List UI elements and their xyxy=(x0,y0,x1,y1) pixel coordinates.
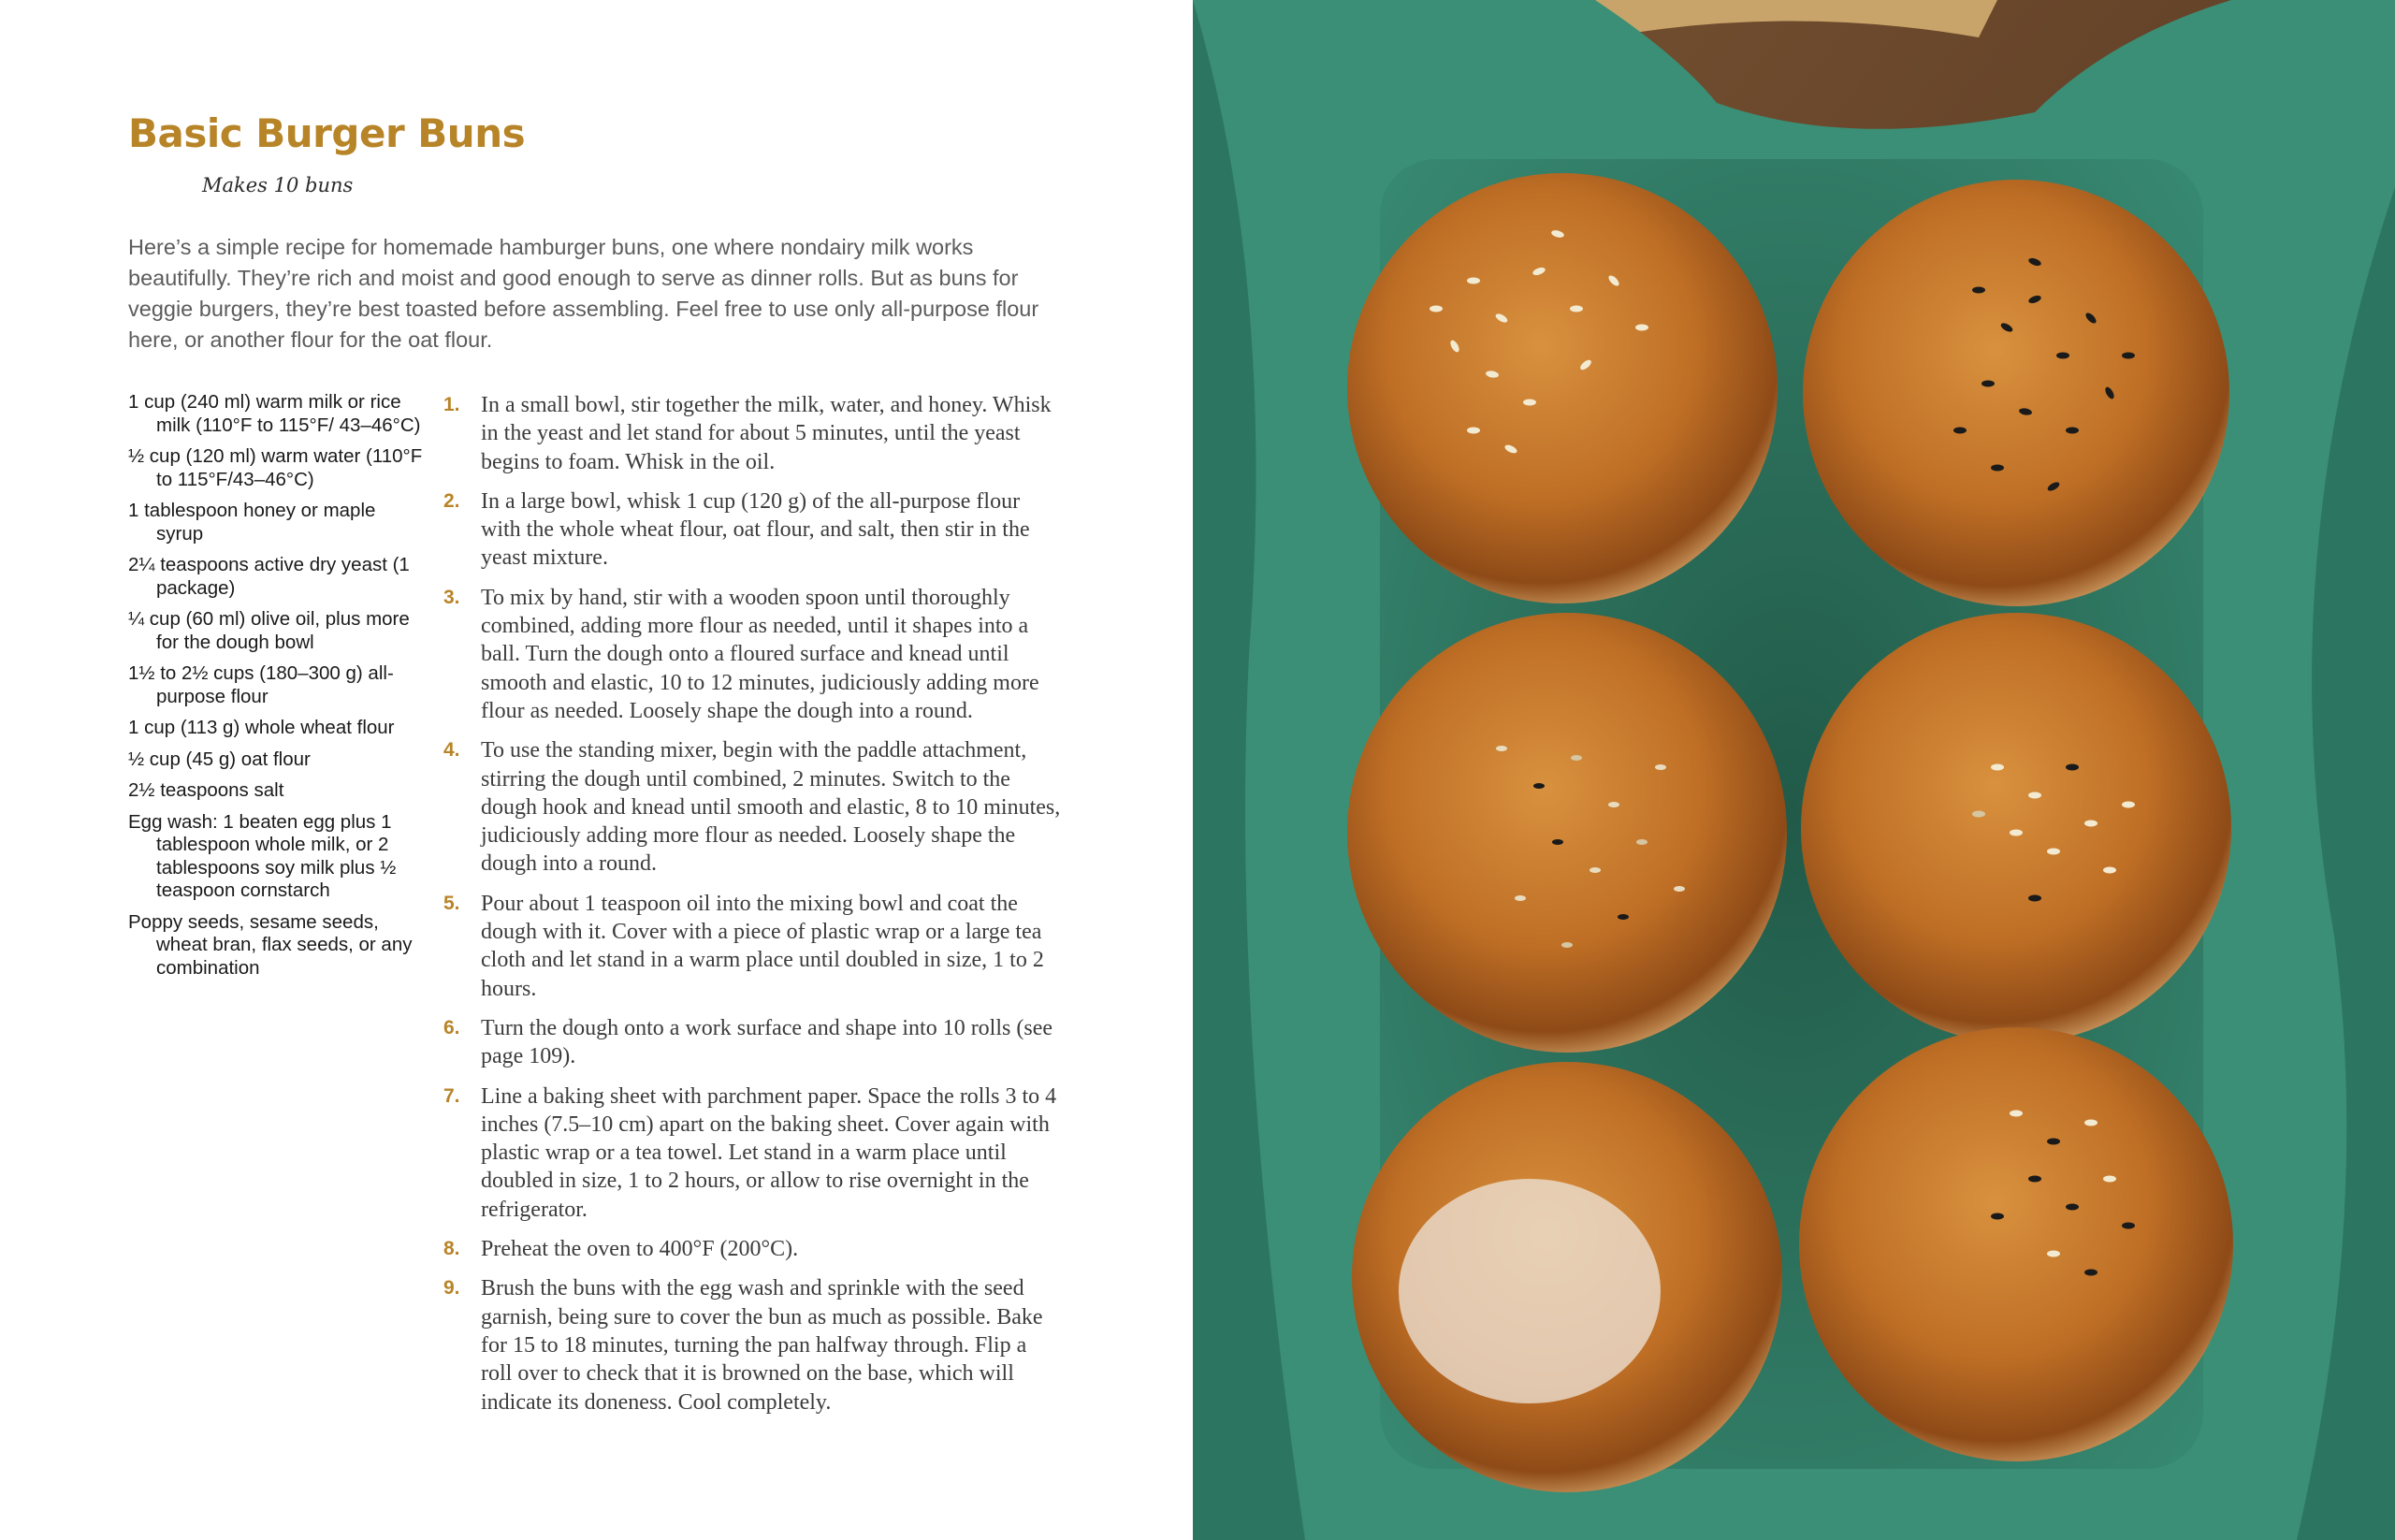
recipe-title: Basic Burger Buns xyxy=(128,110,526,156)
instruction-step xyxy=(443,584,1061,725)
flour-topping xyxy=(1399,1179,1661,1403)
step-number: 7. xyxy=(443,1084,460,1107)
bun-middle-left xyxy=(1347,613,1787,1053)
ingredient-item: ¼ cup (60 ml) olive oil, plus more for the dough bowl xyxy=(128,608,410,653)
ingredient-item: 1 cup (240 ml) warm milk or rice milk (110°F to 115°F/ 43–46°C) xyxy=(128,391,421,436)
step-text: To use the standing mixer, begin with the paddle attachment, stirring the dough until combined, 2 minutes. Switch to the dough hook and knead until smooth and elastic, 8 to 10 minutes, judiciously adding more flour as needed. Loosely shape the dough into a round. xyxy=(481,738,1061,877)
step-text: Brush the buns with the egg wash and sprinkle with the seed garnish, being sure to cover the bun as much as possible. Bake for 15 to 18 minutes, turning the pan halfway through. Flip a roll over to check that it is browned on the base, which will indicate its doneness. Cool completely. xyxy=(481,1276,1043,1415)
step-text: To mix by hand, stir with a wooden spoon until thoroughly combined, adding more flour as needed, until it shapes into a ball. Turn the dough onto a floured surface and knead until smooth and elastic, 10 to 12 minutes, judiciously adding more flour as needed. Loosely shape the dough into a round. xyxy=(481,585,1039,723)
ingredient-list xyxy=(128,391,428,988)
recipe-yield: Makes 10 buns xyxy=(202,174,354,196)
instruction-step xyxy=(443,736,1061,878)
step-text: Preheat the oven to 400°F (200°C). xyxy=(481,1237,799,1262)
ingredient-item: 2½ teaspoons salt xyxy=(128,779,284,801)
burger-buns-in-basket-photo xyxy=(1193,0,2395,1540)
instruction-list xyxy=(443,391,1061,1428)
step-text: In a small bowl, stir together the milk, water, and honey. Whisk in the yeast and let stand for about 5 minutes, until the yeast begins to foam. Whisk in the oil. xyxy=(481,393,1052,474)
ingredient-item: ½ cup (45 g) oat flour xyxy=(128,748,311,770)
recipe-intro: Here’s a simple recipe for homemade hamburger buns, one where nondairy milk works beautifully. They’re rich and moist and good enough to serve as dinner rolls. But as buns for veggie burgers, they’re best toasted before assembling. Feel free to use only all-purpose flour here, or another flour for the oat flour. xyxy=(128,235,1039,352)
ingredient-item: 1 cup (113 g) whole wheat flour xyxy=(128,717,395,738)
step-number: 6. xyxy=(443,1016,460,1039)
recipe-page xyxy=(0,0,1193,1540)
step-number: 1. xyxy=(443,394,460,415)
bun-top-right xyxy=(1803,180,2229,606)
step-number: 9. xyxy=(443,1277,460,1300)
bun-middle-right xyxy=(1801,613,2231,1043)
bun-bottom-left xyxy=(1352,1062,1782,1492)
instruction-step xyxy=(443,391,1061,476)
step-number: 5. xyxy=(443,892,460,914)
bun-top-left xyxy=(1347,173,1778,603)
ingredient-item: 1½ to 2½ cups (180–300 g) all-purpose flour xyxy=(128,662,394,707)
step-number: 3. xyxy=(443,586,460,608)
step-text: Line a baking sheet with parchment paper. Space the rolls 3 to 4 inches (7.5–10 cm) apart on the baking sheet. Cover again with plastic wrap or a tea towel. Let stand in a warm place until doubled in size, 1 to 2 hours, or allow to rise overnight in the refrigerator. xyxy=(481,1083,1057,1222)
bun-bottom-right xyxy=(1799,1027,2233,1461)
ingredient-item: 1 tablespoon honey or maple syrup xyxy=(128,500,376,545)
instruction-step xyxy=(443,1014,1061,1071)
step-text: Pour about 1 teaspoon oil into the mixing bowl and coat the dough with it. Cover with a piece of plastic wrap or a large tea cloth and let stand in a warm place until doubled in size, 1 to 2 hours. xyxy=(481,891,1044,1001)
instruction-step xyxy=(443,487,1061,573)
step-number: 2. xyxy=(443,489,460,512)
ingredient-item: ½ cup (120 ml) warm water (110°F to 115°F/43–46°C) xyxy=(128,445,423,490)
instruction-step xyxy=(443,1235,1061,1263)
instruction-step xyxy=(443,1082,1061,1224)
instruction-step xyxy=(443,1274,1061,1416)
step-number: 8. xyxy=(443,1238,460,1260)
step-number: 4. xyxy=(443,739,460,762)
step-text: Turn the dough onto a work surface and shape into 10 rolls (see page 109). xyxy=(481,1015,1052,1069)
instruction-step xyxy=(443,890,1061,1003)
burger-buns-photo xyxy=(1193,0,2395,1540)
step-text: In a large bowl, whisk 1 cup (120 g) of the all-purpose flour with the whole wheat flour, oat flour, and salt, then stir in the yeast mixture. xyxy=(481,488,1030,571)
ingredient-item: 2¼ teaspoons active dry yeast (1 package) xyxy=(128,554,410,599)
ingredient-item: Poppy seeds, sesame seeds, wheat bran, flax seeds, or any combination xyxy=(128,910,413,979)
ingredient-item: Egg wash: 1 beaten egg plus 1 tablespoon whole milk, or 2 tablespoons soy milk plus ½ teaspoon cornstarch xyxy=(128,810,397,901)
